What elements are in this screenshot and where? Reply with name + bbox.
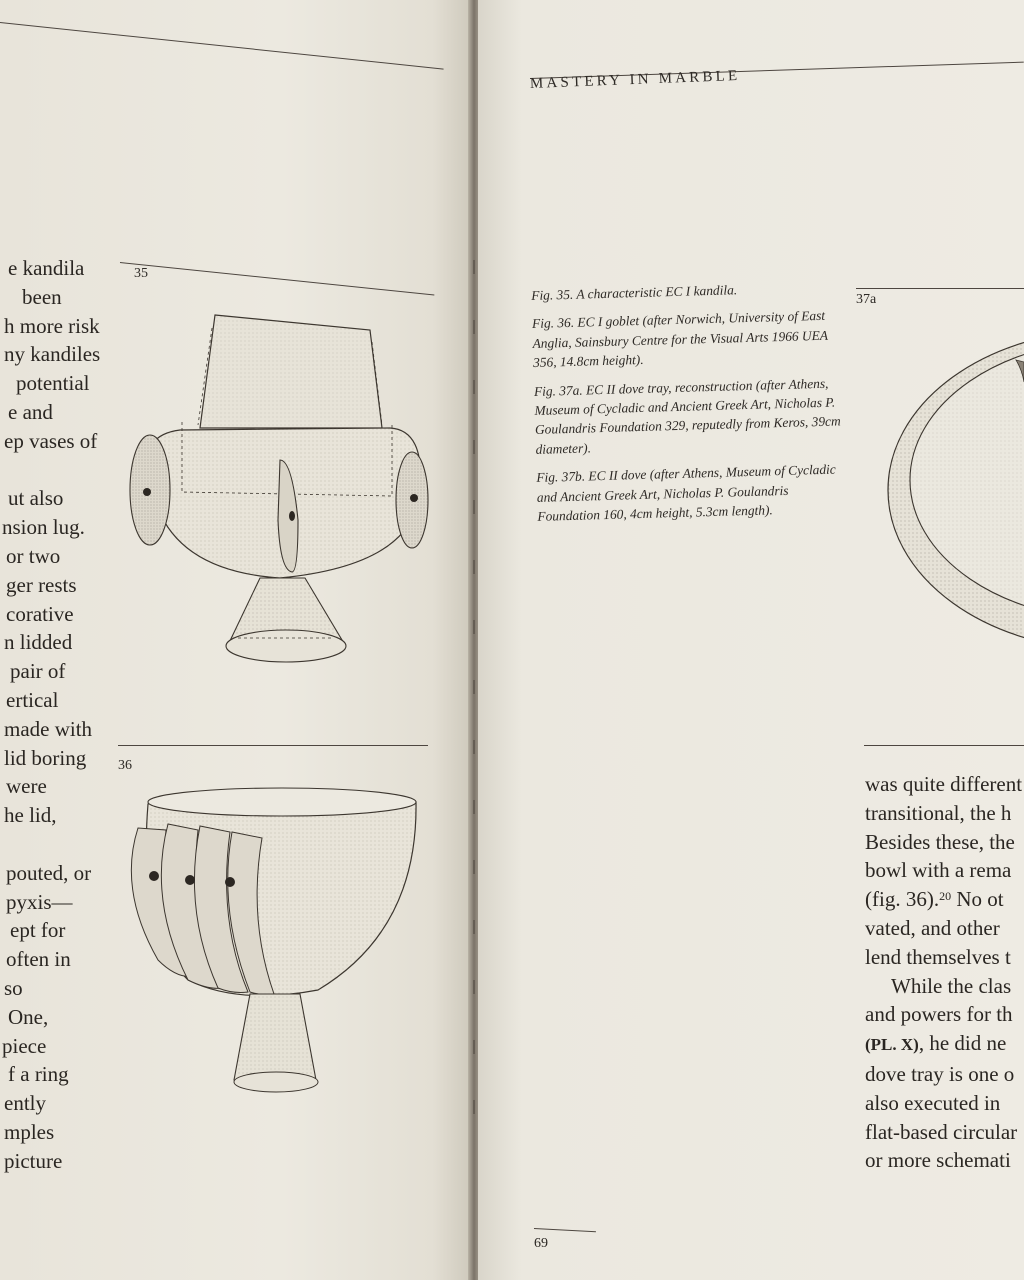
caption-fig-37b: Fig. 37b. EC II dove (after Athens, Museum of Cycladic and Ancient Greek Art, Nicholas P. Goulandris Foundation 160, 4cm height, 5.3cm length).: [536, 461, 836, 524]
right-text-line: While the clas: [891, 973, 1012, 998]
right-text-line: dove tray is one o: [865, 1061, 1015, 1086]
figure-label-36: 36: [118, 758, 132, 773]
right-text-line: [865, 885, 1022, 914]
left-text-line: picture: [4, 1148, 63, 1173]
right-text-line: vated, and other: [865, 915, 1000, 940]
left-text-line: so: [4, 975, 23, 1000]
left-text-line: ently: [4, 1091, 46, 1116]
figure-rule-35: [120, 262, 434, 295]
caption-fig-36: Fig. 36. EC I goblet (after Norwich, University of East Anglia, Sainsbury Centre for the Visual Arts 1966 UEA 356, 14.8cm height).: [531, 308, 828, 371]
fig-ref: (fig. 36).: [865, 887, 940, 912]
left-text-line: pouted, or: [6, 860, 92, 885]
left-body-text: [0, 254, 120, 1176]
left-text-line: [0, 456, 120, 485]
right-text-line: [865, 1029, 1022, 1060]
goblet-illustration: [118, 780, 428, 1120]
right-text-line: and powers for th: [865, 1002, 1013, 1027]
right-text-line: or more schemati: [865, 1148, 1011, 1173]
left-text-line: nsion lug.: [2, 515, 85, 540]
left-text-line: been: [22, 284, 62, 309]
right-text-line: flat-based circular: [865, 1119, 1018, 1144]
left-text-line: lid boring: [4, 745, 87, 770]
figure-rule-bottom-37a: [864, 745, 1024, 746]
left-text-line: potential: [16, 371, 90, 396]
left-text-line: pair of: [10, 659, 66, 684]
left-text-line: ny kandiles: [4, 342, 101, 367]
right-text-fragment: , he did ne: [918, 1031, 1007, 1056]
right-text-fragment: No ot: [951, 887, 1004, 912]
right-body-text: [865, 770, 1022, 1175]
left-text-line: pyxis—: [6, 889, 73, 914]
left-text-line: ept for: [10, 918, 66, 943]
right-text-line: Besides these, the: [865, 829, 1015, 854]
caption-fig-37a: Fig. 37a. EC II dove tray, reconstruction (after Athens, Museum of Cycladic and Ancient Greek Art, Nicholas P. Goulandris Foundation 329, reputedly from Keros, 39cm diameter).: [533, 375, 841, 457]
left-text-line: he lid,: [4, 803, 57, 828]
left-text-line: piece: [2, 1033, 47, 1058]
left-text-line: were: [6, 774, 47, 799]
dove-tray-illustration: [880, 320, 1024, 660]
figure-captions: [531, 277, 850, 535]
left-text-line: e and: [8, 399, 53, 424]
left-text-line: ger rests: [6, 572, 77, 597]
left-text-line: f a ring: [8, 1062, 69, 1087]
kandila-illustration: [120, 300, 440, 680]
right-text-line: also executed in: [865, 1090, 1001, 1115]
left-text-line: made with: [4, 716, 93, 741]
figure-rule-37a: [856, 288, 1024, 289]
left-text-line: corative: [6, 601, 74, 626]
left-text-line: One,: [8, 1004, 49, 1029]
figure-label-35: 35: [134, 266, 148, 281]
left-text-line: n lidded: [4, 630, 73, 655]
figure-rule-36: [118, 745, 428, 746]
caption-fig-35: Fig. 35. A characteristic EC I kandila.: [531, 282, 738, 303]
page-number: 69: [534, 1236, 548, 1251]
right-text-line: was quite different: [865, 772, 1023, 796]
top-rule-left: [0, 22, 444, 70]
left-text-line: or two: [6, 543, 61, 568]
left-text-line: h more risk: [4, 313, 100, 338]
left-text-line: ertical: [6, 687, 59, 712]
left-text-line: e kandila: [8, 256, 85, 280]
right-text-line: bowl with a rema: [865, 858, 1012, 883]
left-page: [0, 0, 470, 1280]
figure-label-37a: 37a: [856, 292, 877, 307]
plate-ref: (PL. X): [865, 1035, 919, 1055]
left-text-line: [0, 830, 120, 859]
running-head: MASTERY IN MARBLE: [529, 67, 741, 92]
left-text-line: mples: [4, 1119, 55, 1144]
left-text-line: often in: [6, 947, 71, 972]
left-text-line: ep vases of: [4, 428, 98, 453]
left-text-line: ut also: [8, 486, 64, 511]
right-text-line: lend themselves t: [865, 944, 1011, 969]
right-text-line: transitional, the h: [865, 800, 1012, 825]
footnote-ref-20[interactable]: 20: [939, 889, 952, 904]
